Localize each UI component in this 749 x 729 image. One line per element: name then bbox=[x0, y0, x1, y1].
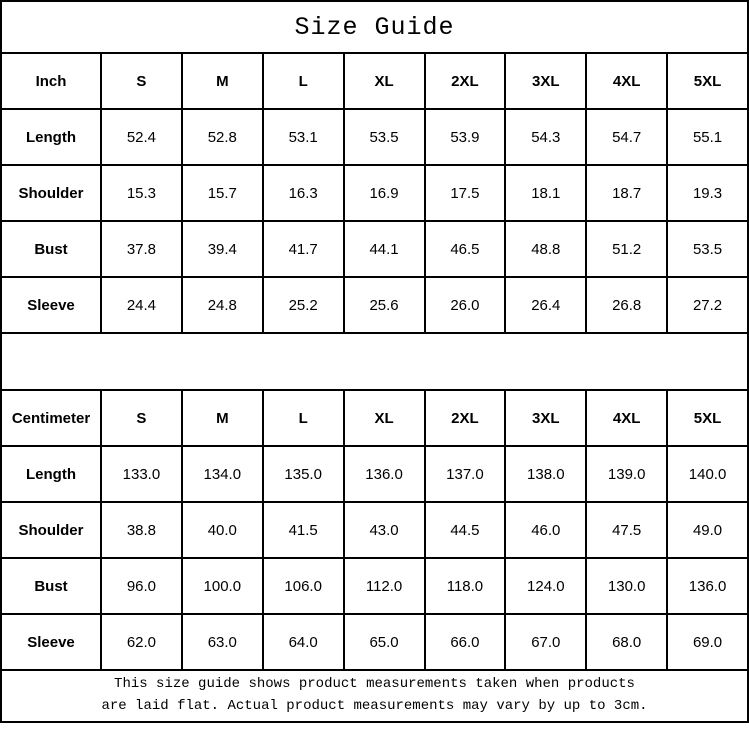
size-col-header-m: M bbox=[182, 390, 263, 446]
footer-note bbox=[1, 670, 748, 722]
page-title: Size Guide bbox=[1, 1, 748, 53]
cm-bust-row bbox=[1, 558, 748, 614]
measurement-cell: 112.0 bbox=[344, 558, 425, 614]
measurement-cell: 49.0 bbox=[667, 502, 748, 558]
row-label: Length bbox=[1, 446, 101, 502]
size-col-header-2xl: 2XL bbox=[425, 390, 506, 446]
measurement-cell: 68.0 bbox=[586, 614, 667, 670]
measurement-cell: 52.4 bbox=[101, 109, 182, 165]
row-label: Bust bbox=[1, 558, 101, 614]
measurement-cell: 66.0 bbox=[425, 614, 506, 670]
spacer-cell bbox=[1, 333, 748, 390]
measurement-cell: 16.9 bbox=[344, 165, 425, 221]
measurement-cell: 46.0 bbox=[505, 502, 586, 558]
measurement-cell: 53.5 bbox=[344, 109, 425, 165]
measurement-cell: 63.0 bbox=[182, 614, 263, 670]
measurement-cell: 136.0 bbox=[667, 558, 748, 614]
size-col-header-4xl: 4XL bbox=[586, 390, 667, 446]
measurement-cell: 47.5 bbox=[586, 502, 667, 558]
measurement-cell: 46.5 bbox=[425, 221, 506, 277]
measurement-cell: 41.7 bbox=[263, 221, 344, 277]
measurement-cell: 96.0 bbox=[101, 558, 182, 614]
measurement-cell: 118.0 bbox=[425, 558, 506, 614]
measurement-cell: 40.0 bbox=[182, 502, 263, 558]
measurement-cell: 64.0 bbox=[263, 614, 344, 670]
inch-length-row bbox=[1, 109, 748, 165]
size-col-header-m: M bbox=[182, 53, 263, 109]
measurement-cell: 19.3 bbox=[667, 165, 748, 221]
measurement-cell: 26.4 bbox=[505, 277, 586, 333]
size-col-header-xl: XL bbox=[344, 53, 425, 109]
measurement-cell: 15.7 bbox=[182, 165, 263, 221]
inch-shoulder-row bbox=[1, 165, 748, 221]
measurement-cell: 54.3 bbox=[505, 109, 586, 165]
measurement-cell: 138.0 bbox=[505, 446, 586, 502]
measurement-cell: 134.0 bbox=[182, 446, 263, 502]
measurement-cell: 137.0 bbox=[425, 446, 506, 502]
measurement-cell: 124.0 bbox=[505, 558, 586, 614]
measurement-cell: 24.8 bbox=[182, 277, 263, 333]
measurement-cell: 54.7 bbox=[586, 109, 667, 165]
measurement-cell: 48.8 bbox=[505, 221, 586, 277]
measurement-cell: 16.3 bbox=[263, 165, 344, 221]
measurement-cell: 25.6 bbox=[344, 277, 425, 333]
measurement-cell: 25.2 bbox=[263, 277, 344, 333]
measurement-cell: 37.8 bbox=[101, 221, 182, 277]
measurement-cell: 24.4 bbox=[101, 277, 182, 333]
size-col-header-3xl: 3XL bbox=[505, 390, 586, 446]
measurement-cell: 53.1 bbox=[263, 109, 344, 165]
measurement-cell: 18.1 bbox=[505, 165, 586, 221]
measurement-cell: 15.3 bbox=[101, 165, 182, 221]
measurement-cell: 43.0 bbox=[344, 502, 425, 558]
measurement-cell: 130.0 bbox=[586, 558, 667, 614]
measurement-cell: 17.5 bbox=[425, 165, 506, 221]
row-label: Shoulder bbox=[1, 502, 101, 558]
size-col-header-xl: XL bbox=[344, 390, 425, 446]
measurement-cell: 53.9 bbox=[425, 109, 506, 165]
size-col-header-l: L bbox=[263, 53, 344, 109]
cm-unit-label: Centimeter bbox=[1, 390, 101, 446]
measurement-cell: 139.0 bbox=[586, 446, 667, 502]
measurement-cell: 106.0 bbox=[263, 558, 344, 614]
row-label: Length bbox=[1, 109, 101, 165]
size-col-header-2xl: 2XL bbox=[425, 53, 506, 109]
measurement-cell: 41.5 bbox=[263, 502, 344, 558]
row-label: Shoulder bbox=[1, 165, 101, 221]
measurement-cell: 53.5 bbox=[667, 221, 748, 277]
size-col-header-5xl: 5XL bbox=[667, 390, 748, 446]
measurement-cell: 26.0 bbox=[425, 277, 506, 333]
measurement-cell: 27.2 bbox=[667, 277, 748, 333]
measurement-cell: 18.7 bbox=[586, 165, 667, 221]
cm-header-row bbox=[1, 390, 748, 446]
measurement-cell: 100.0 bbox=[182, 558, 263, 614]
size-col-header-s: S bbox=[101, 53, 182, 109]
size-col-header-l: L bbox=[263, 390, 344, 446]
footer-note-line1: This size guide shows product measurements taken when products bbox=[114, 676, 635, 693]
measurement-cell: 39.4 bbox=[182, 221, 263, 277]
inch-unit-label: Inch bbox=[1, 53, 101, 109]
row-label: Bust bbox=[1, 221, 101, 277]
inch-sleeve-row bbox=[1, 277, 748, 333]
measurement-cell: 26.8 bbox=[586, 277, 667, 333]
measurement-cell: 136.0 bbox=[344, 446, 425, 502]
cm-length-row bbox=[1, 446, 748, 502]
inch-bust-row bbox=[1, 221, 748, 277]
measurement-cell: 133.0 bbox=[101, 446, 182, 502]
spacer-row bbox=[1, 333, 748, 390]
cm-shoulder-row bbox=[1, 502, 748, 558]
footer-row bbox=[1, 670, 748, 722]
measurement-cell: 52.8 bbox=[182, 109, 263, 165]
measurement-cell: 44.1 bbox=[344, 221, 425, 277]
size-col-header-5xl: 5XL bbox=[667, 53, 748, 109]
measurement-cell: 65.0 bbox=[344, 614, 425, 670]
measurement-cell: 140.0 bbox=[667, 446, 748, 502]
measurement-cell: 135.0 bbox=[263, 446, 344, 502]
row-label: Sleeve bbox=[1, 614, 101, 670]
measurement-cell: 38.8 bbox=[101, 502, 182, 558]
measurement-cell: 55.1 bbox=[667, 109, 748, 165]
measurement-cell: 44.5 bbox=[425, 502, 506, 558]
cm-sleeve-row bbox=[1, 614, 748, 670]
row-label: Sleeve bbox=[1, 277, 101, 333]
measurement-cell: 51.2 bbox=[586, 221, 667, 277]
measurement-cell: 67.0 bbox=[505, 614, 586, 670]
measurement-cell: 69.0 bbox=[667, 614, 748, 670]
size-col-header-4xl: 4XL bbox=[586, 53, 667, 109]
size-col-header-s: S bbox=[101, 390, 182, 446]
size-col-header-3xl: 3XL bbox=[505, 53, 586, 109]
footer-note-line2: are laid flat. Actual product measurements may vary by up to 3cm. bbox=[101, 698, 648, 714]
inch-header-row bbox=[1, 53, 748, 109]
measurement-cell: 62.0 bbox=[101, 614, 182, 670]
title-row bbox=[1, 1, 748, 53]
